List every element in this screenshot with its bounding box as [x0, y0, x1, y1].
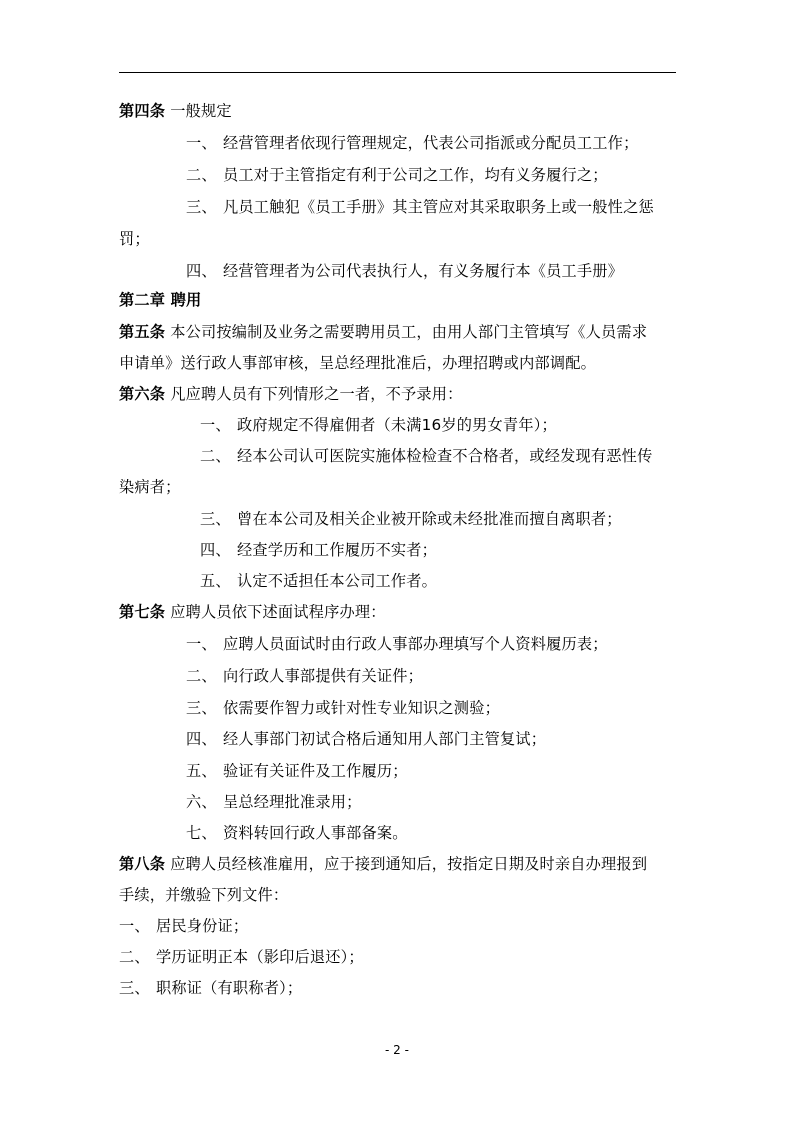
list-item: 三、 依需要作智力或针对性专业知识之测验；: [186, 699, 500, 717]
article-7-heading: 第七条 应聘人员依下述面试程序办理：: [119, 603, 386, 621]
list-item: 四、 经查学历和工作履历不实者；: [200, 541, 438, 559]
list-item: 三、 职称证（有职称者）；: [119, 979, 303, 997]
article-8-paragraph: 第八条 应聘人员经核准雇用，应于接到通知后，按指定日期及时亲自办理报到: [119, 855, 648, 873]
list-item: 二、 学历证明正本（影印后退还）；: [119, 948, 364, 966]
list-item: 四、 经营管理者为公司代表执行人，有义务履行本《员工手册》: [186, 262, 624, 280]
list-item-continuation: 染病者；: [119, 478, 181, 496]
list-item: 二、 员工对于主管指定有利于公司之工作，均有义务履行之；: [186, 166, 608, 184]
list-item: 五、 验证有关证件及工作履历；: [186, 762, 408, 780]
list-item: 一、 政府规定不得雇佣者（未满16岁的男女青年）；: [200, 416, 557, 434]
chapter-2-heading: 第二章 聘用: [119, 291, 202, 309]
header-rule: [119, 72, 676, 73]
list-item: 二、 经本公司认可医院实施体检检查不合格者，或经发现有恶性传: [200, 447, 653, 465]
list-item: 一、 居民身份证；: [119, 917, 249, 935]
list-item: 二、 向行政人事部提供有关证件；: [186, 667, 424, 685]
article-5-continuation: 申请单》送行政人事部审核，呈总经理批准后，办理招聘或内部调配。: [119, 354, 597, 372]
article-5-paragraph: 第五条 本公司按编制及业务之需要聘用员工，由用人部门主管填写《人员需求: [119, 323, 648, 341]
list-item: 六、 呈总经理批准录用；: [186, 793, 362, 811]
list-item: 三、 曾在本公司及相关企业被开除或未经批准而擅自离职者；: [200, 510, 622, 528]
article-4-heading: 第四条 一般规定: [119, 102, 232, 120]
article-6-heading: 第六条 凡应聘人员有下列情形之一者，不予录用：: [119, 385, 463, 403]
list-item-continuation: 罚；: [119, 230, 150, 248]
list-item: 三、 凡员工触犯《员工手册》其主管应对其采取职务上或一般性之惩: [186, 198, 654, 216]
list-item: 五、 认定不适担任本公司工作者。: [200, 572, 438, 590]
page-number: - 2 -: [385, 1043, 409, 1057]
list-item: 七、 资料转回行政人事部备案。: [186, 824, 408, 842]
list-item: 一、 应聘人员面试时由行政人事部办理填写个人资料履历表；: [186, 635, 608, 653]
list-item: 一、 经营管理者依现行管理规定，代表公司指派或分配员工工作；: [186, 134, 639, 152]
article-8-continuation: 手续，并缴验下列文件：: [119, 886, 289, 904]
list-item: 四、 经人事部门初试合格后通知用人部门主管复试；: [186, 730, 547, 748]
